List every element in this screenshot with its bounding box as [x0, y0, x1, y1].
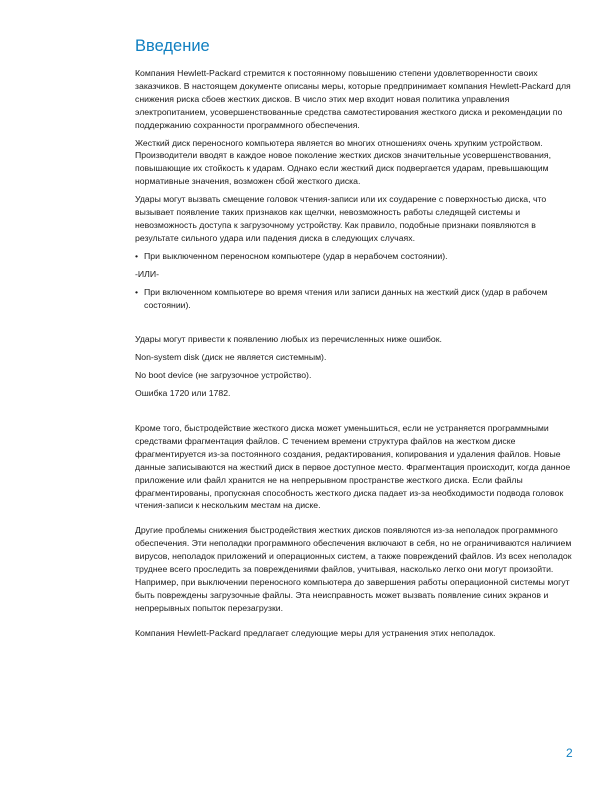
paragraph-fragility: Жесткий диск переносного компьютера является во многих отношениях очень хрупким устройством. Производители вводят в каждое новое поколение жестких дисков значительные усовершенствования, повышающие их стойкость к ударам. Однако если жесткий диск подвергается ударам, превышающим нормативные значения, возможен сбой жесткого диска.: [135, 137, 552, 187]
bullet-glyph: •: [135, 286, 139, 297]
paragraph-intro: Компания Hewlett-Packard стремится к постоянному повышению степени удовлетворенности своих заказчиков. В настоящем документе описаны меры, которые предпринимает компания Hewlett-Packard для снижения риска сбоев жестких дисков. В число этих мер входит новая политика управления электропитанием, усовершенствованные средства самотестирования жесткого диска и рекомендации по поддержанию сохранности программного обеспечения.: [135, 68, 571, 130]
page-number: 2: [566, 746, 573, 760]
paragraph-shock: Удары могут вызвать смещение головок чтения-записи или их соударение с поверхностью диска, что вызывает появление таких признаков как щелчки, невозможность работы следящей системы и невозможность доступа к загрузочному устройству. Как правило, подобные признаки появляются в результате сильного удара или падения диска в следующих случаях.: [135, 194, 547, 243]
or-separator: [135, 268, 575, 281]
paragraph-measures: Компания Hewlett-Packard предлагает следующие меры для устранения этих неполадок.: [135, 627, 496, 638]
paragraph-fragmentation: Кроме того, быстродействие жесткого диска может уменьшиться, если не устраняется программными средствами фрагментация файлов. С течением времени структура файлов на жестком диске фрагментируется из-за постоянного создания, редактирования, копирования и удаления файлов. Новые данные записываются на жесткий диск в первое доступное место. Фрагментация происходит, когда данное приложение или файл хранится не на непрерывном пространстве жесткого диска. Если файлы фрагментированы, пропускная способность жесткого диска падает из-за необходимости подвода головок чтения-записи к нескольким местам на диске.: [135, 423, 571, 511]
bullet-glyph: •: [135, 250, 139, 261]
error-item: Non-system disk (диск не является системным).: [135, 352, 327, 363]
list-item-text: При выключенном переносном компьютере (удар в нерабочем состоянии).: [144, 250, 448, 261]
paragraph-errors-intro: Удары могут привести к появлению любых из перечисленных ниже ошибок.: [135, 334, 442, 345]
page-content: [135, 36, 575, 640]
list-item: [135, 286, 575, 312]
list-item-text: При включенном компьютере во время чтения или записи данных на жесткий диск (удар в рабочем состоянии).: [144, 286, 548, 310]
list-item: [135, 250, 575, 263]
error-item: No boot device (не загрузочное устройство).: [135, 370, 312, 381]
paragraph-software-issues: Другие проблемы снижения быстродействия жестких дисков появляются из-за неполадок программного обеспечения. Эти неполадки программного обеспечения включают в себя, но не ограничиваются наличием вирусов, неполадок приложений и операционных систем, а также повреждений файлов. Из всех неполадок труднее всего проследить за повреждениями файлов, учитывая, насколько легко они могут произойти. Например, при выключении переносного компьютера до завершения работы операционной системы могут быть повреждены загрузочные файлы. Эта неисправность может вызвать появление синих экранов и непрерывных попыток перезагрузки.: [135, 525, 572, 613]
error-item: Ошибка 1720 или 1782.: [135, 388, 231, 399]
shock-cases-list: [135, 250, 575, 312]
section-title: Введение: [135, 37, 210, 55]
or-text: -ИЛИ-: [135, 268, 159, 279]
